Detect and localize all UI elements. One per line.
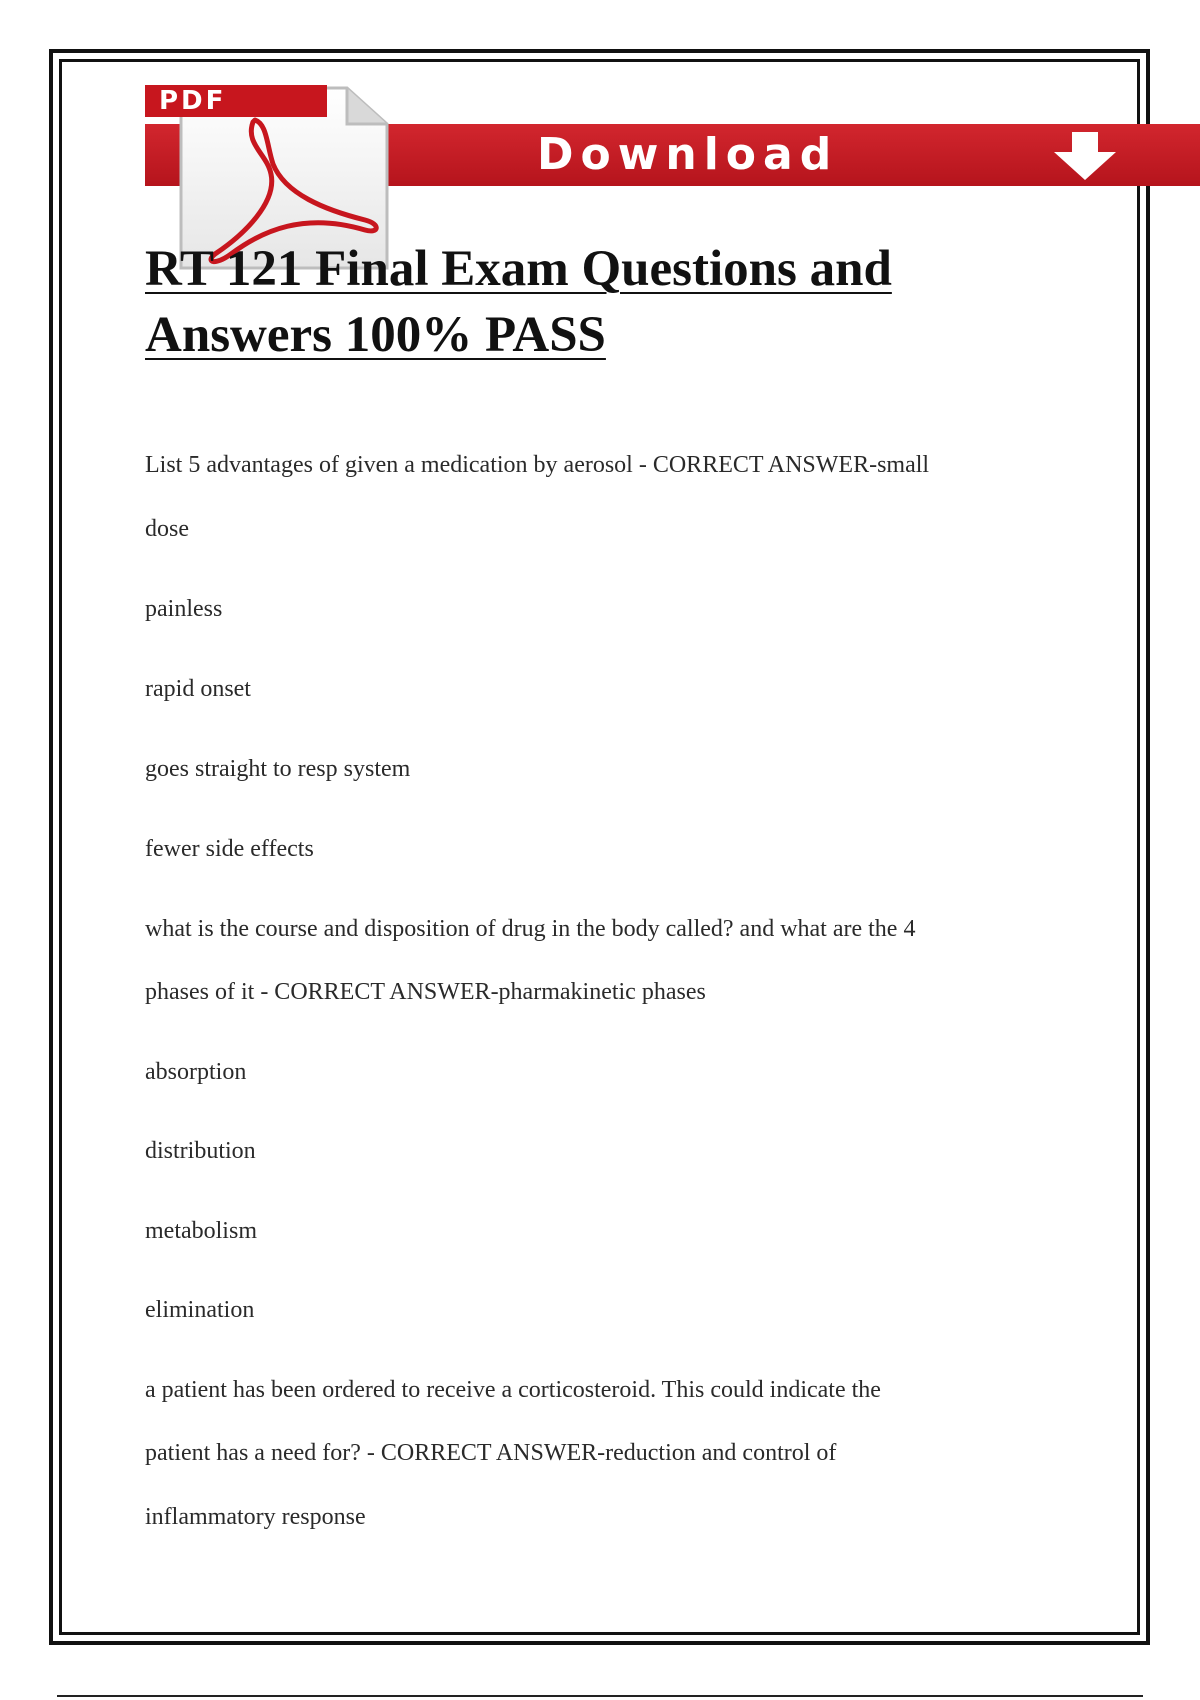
- text-line: elimination: [145, 1297, 255, 1323]
- text-line: goes straight to resp system: [145, 756, 411, 782]
- text-line: inflammatory response: [145, 1504, 366, 1530]
- text-line: patient has a need for? - CORRECT ANSWER-reduction and control of: [145, 1440, 837, 1466]
- text-line: absorption: [145, 1059, 247, 1085]
- document-title: [145, 236, 1045, 368]
- download-arrow-icon[interactable]: [1050, 130, 1120, 182]
- text-line: rapid onset: [145, 676, 251, 702]
- text-line: phases of it - CORRECT ANSWER-pharmakinetic phases: [145, 979, 706, 1005]
- pdf-download-banner[interactable]: [145, 78, 1200, 203]
- text-line: distribution: [145, 1138, 256, 1164]
- text-line: a patient has been ordered to receive a corticosteroid. This could indicate the: [145, 1377, 881, 1403]
- text-line: what is the course and disposition of drug in the body called? and what are the 4: [145, 916, 916, 942]
- text-line: List 5 advantages of given a medication by aerosol - CORRECT ANSWER-small: [145, 452, 930, 478]
- title-line-2: Answers 100% PASS: [145, 307, 606, 363]
- text-line: painless: [145, 596, 223, 622]
- download-label[interactable]: Download: [537, 129, 839, 180]
- bottom-divider: [57, 1695, 1143, 1697]
- title-line-1: RT 121 Final Exam Questions and: [145, 241, 892, 297]
- text-line: metabolism: [145, 1218, 257, 1244]
- text-line: dose: [145, 516, 189, 542]
- pdf-label: PDF: [145, 85, 327, 117]
- text-line: fewer side effects: [145, 836, 314, 862]
